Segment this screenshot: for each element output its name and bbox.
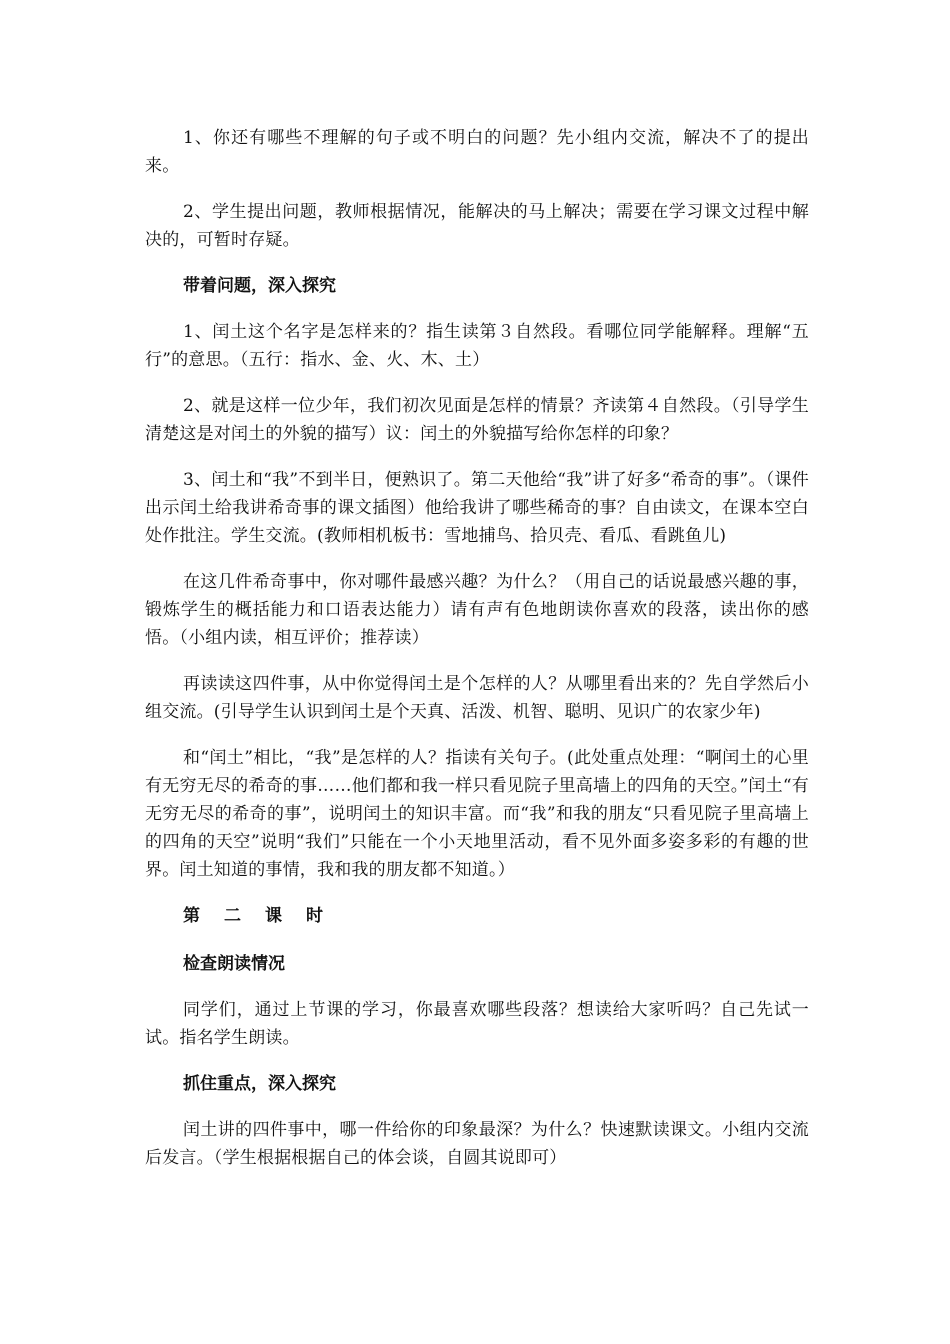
section-heading: 带着问题，深入探究: [183, 276, 336, 296]
section-heading: 抓住重点，深入探究: [183, 1074, 336, 1094]
paragraph: 在这几件希奇事中，你对哪件最感兴趣？为什么？（用自己的话说最感兴趣的事，锻炼学生的概括能力和口语表达能力）请有声有色地朗读你喜欢的段落，读出你的感悟。（小组内读，相互评价；推荐读）: [145, 572, 809, 648]
paragraph: 1、你还有哪些不理解的句子或不明白的问题？先小组内交流，解决不了的提出来。: [145, 128, 809, 176]
section-heading: 检查朗读情况: [183, 954, 285, 974]
paragraph: 1、闰土这个名字是怎样来的？指生读第３自然段。看哪位同学能解释。理解“五行”的意思。（五行：指水、金、火、木、土）: [145, 322, 809, 370]
paragraph: 同学们，通过上节课的学习，你最喜欢哪些段落？想读给大家听吗？自己先试一试。指名学生朗读。: [145, 1000, 809, 1048]
lesson-heading: 第二课时: [183, 906, 347, 926]
paragraph: 2、就是这样一位少年，我们初次见面是怎样的情景？齐读第４自然段。（引导学生清楚这是对闰土的外貌的描写）议：闰土的外貌描写给你怎样的印象？: [145, 396, 809, 444]
paragraph: 2、学生提出问题，教师根据情况，能解决的马上解决；需要在学习课文过程中解决的，可暂时存疑。: [145, 202, 809, 250]
paragraph: 闰土讲的四件事中，哪一件给你的印象最深？为什么？快速默读课文。小组内交流后发言。（学生根据根据自己的体会谈，自圆其说即可）: [145, 1120, 809, 1168]
paragraph: 再读读这四件事，从中你觉得闰土是个怎样的人？从哪里看出来的？先自学然后小组交流。(引导学生认识到闰土是个天真、活泼、机智、聪明、见识广的农家少年): [145, 674, 809, 722]
paragraph: 和“闰土”相比，“我”是怎样的人？指读有关句子。(此处重点处理：“啊闰土的心里有无穷无尽的希奇的事……他们都和我一样只看见院子里高墙上的四角的天空。”闰土“有无穷无尽的希奇的事”，说明闰土的知识丰富。而“我”和我的朋友“只看见院子里高墙上的四角的天空”说明“我们”只能在一个小天地里活动，看不见外面多姿多彩的有趣的世界。闰土知道的事情，我和我的朋友都不知道。）: [145, 748, 809, 880]
paragraph: 3、闰土和“我”不到半日，便熟识了。第二天他给“我”讲了好多“希奇的事”。（课件出示闰土给我讲希奇事的课文插图）他给我讲了哪些稀奇的事？自由读文，在课本空白处作批注。学生交流。(教师相机板书：雪地捕鸟、拾贝壳、看瓜、看跳鱼儿): [145, 470, 809, 546]
document-body: [145, 124, 809, 1190]
